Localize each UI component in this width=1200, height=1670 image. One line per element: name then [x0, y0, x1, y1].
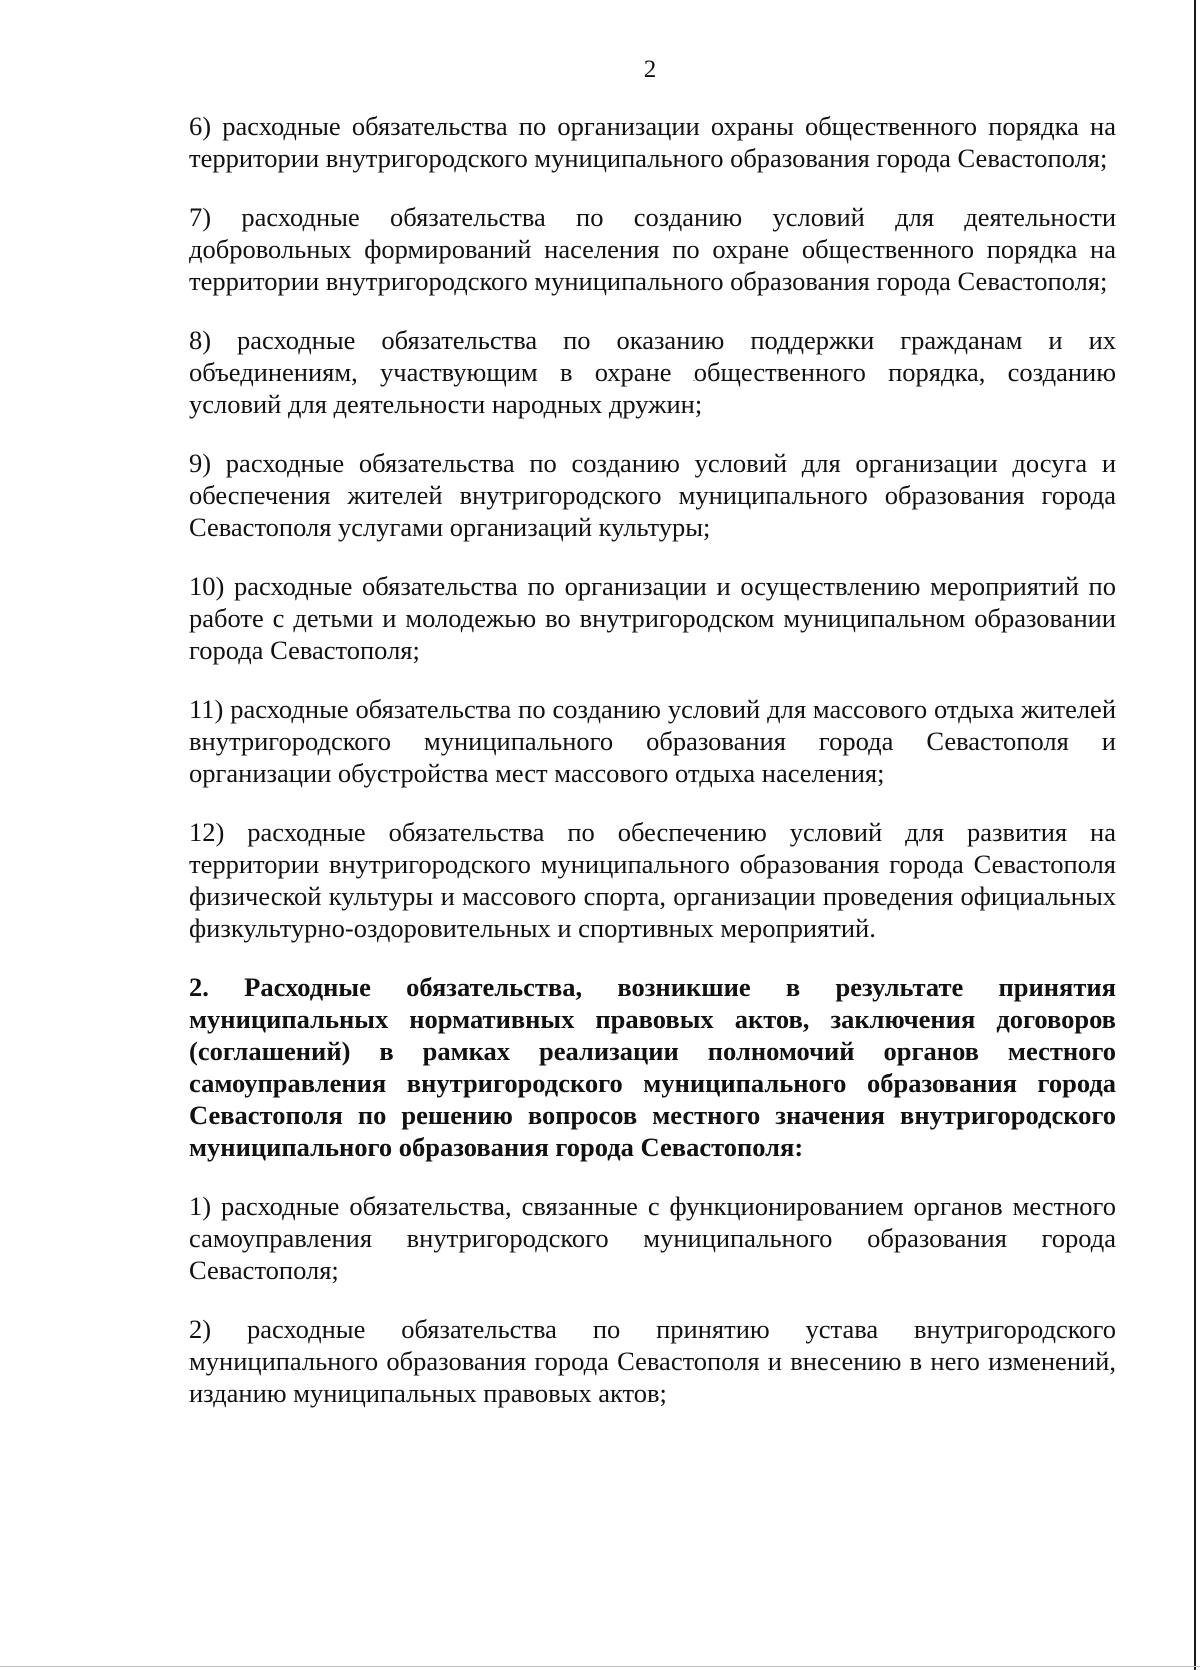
- paragraph-item-2-1: 1) расходные обязательства, связанные с функционированием органов местного самоуправления внутригородского муниципального образования города Севастополя;: [189, 1191, 1116, 1285]
- scan-edge-bottom: [0, 1666, 1200, 1667]
- scan-edge-right: [1194, 0, 1196, 1670]
- section-heading-2: 2. Расходные обязательства, возникшие в результате принятия муниципальных нормативных правовых актов, заключения договоров (соглашений) в рамках реализации полномочий органов местного самоуправления внутригородского муниципального образования города Севастополя по решению вопросов местного значения внутригородского муниципального образования города Севастополя:: [189, 972, 1116, 1162]
- paragraph-item-2-2: 2) расходные обязательства по принятию устава внутригородского муниципального образования города Севастополя и внесению в него изменений, изданию муниципальных правовых актов;: [189, 1314, 1116, 1408]
- paragraph-item-11: 11) расходные обязательства по созданию условий для массового отдыха жителей внутригородского муниципального образования города Севастополя и организации обустройства мест массового отдыха населения;: [189, 694, 1116, 788]
- paragraph-item-6: 6) расходные обязательства по организации охраны общественного порядка на территории внутригородского муниципального образования города Севастополя;: [189, 111, 1116, 173]
- paragraph-item-7: 7) расходные обязательства по созданию условий для деятельности добровольных формирований населения по охране общественного порядка на территории внутригородского муниципального образования города Севастополя;: [189, 202, 1116, 296]
- document-body: [189, 110, 1116, 1436]
- paragraph-item-10: 10) расходные обязательства по организации и осуществлению мероприятий по работе с детьми и молодежью во внутригородском муниципальном образовании города Севастополя;: [189, 571, 1116, 665]
- paragraph-item-8: 8) расходные обязательства по оказанию поддержки гражданам и их объединениям, участвующим в охране общественного порядка, созданию условий для деятельности народных дружин;: [189, 325, 1116, 419]
- paragraph-item-12: 12) расходные обязательства по обеспечению условий для развития на территории внутригородского муниципального образования города Севастополя физической культуры и массового спорта, организации проведения официальных физкультурно-оздоровительных и спортивных мероприятий.: [189, 817, 1116, 943]
- paragraph-item-9: 9) расходные обязательства по созданию условий для организации досуга и обеспечения жителей внутригородского муниципального образования города Севастополя услугами организаций культуры;: [189, 448, 1116, 542]
- page-number: 2: [643, 56, 657, 83]
